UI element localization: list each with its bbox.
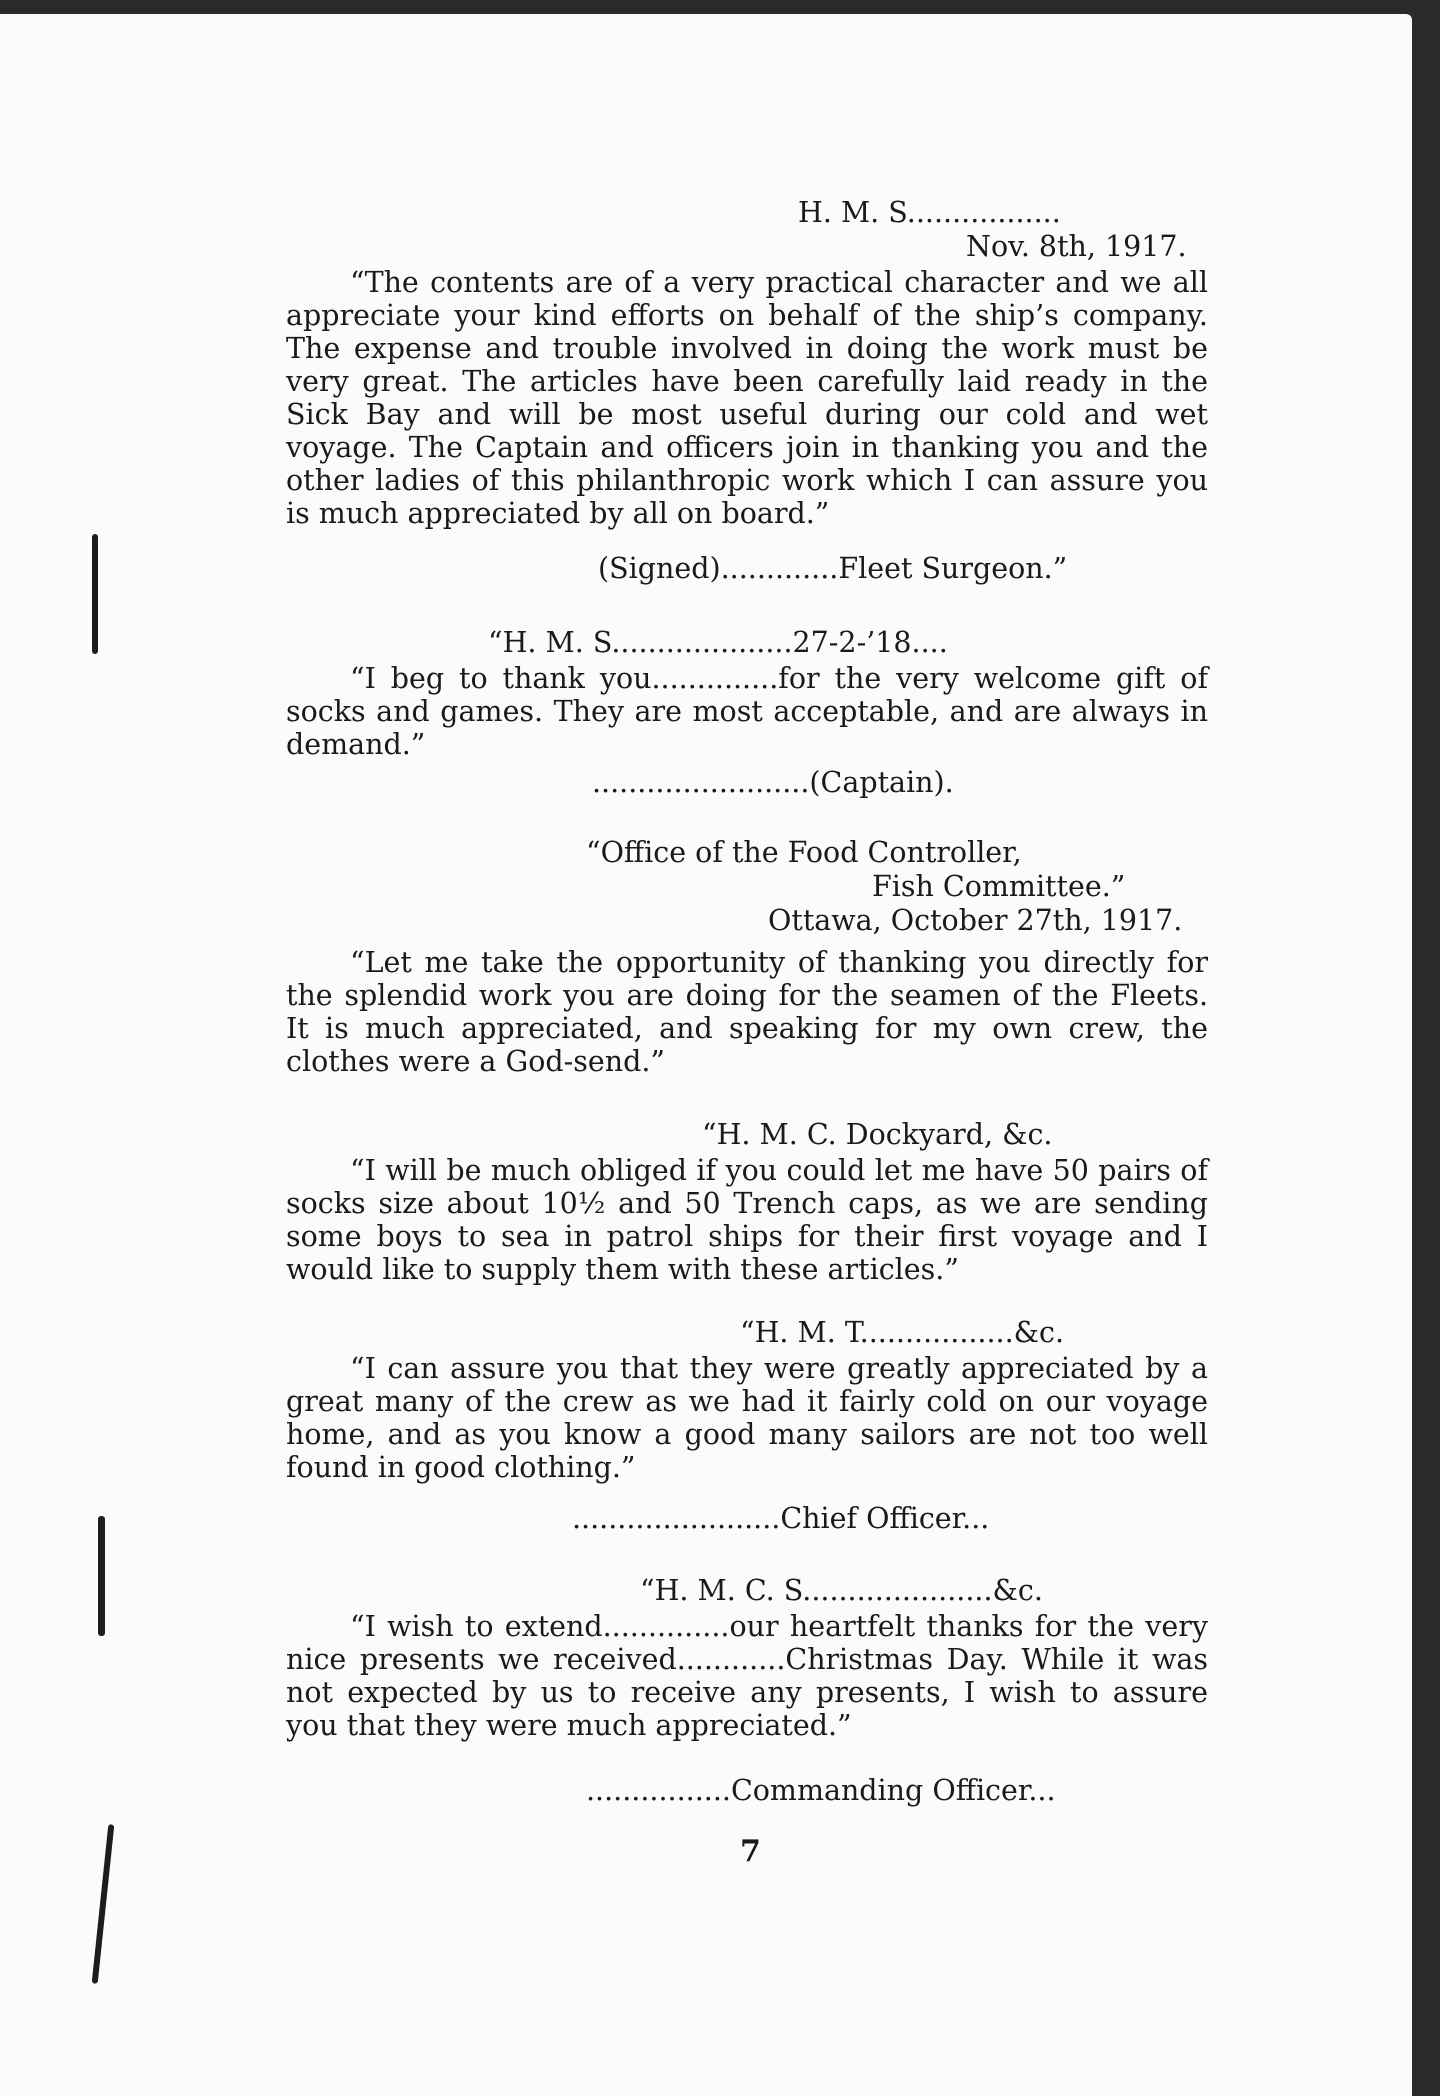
letter-signature: ........................(Captain). <box>592 766 954 799</box>
letter-heading: H. M. S................. <box>798 196 1061 229</box>
letter-heading: “H. M. C. S.....................&c. <box>640 1574 1043 1607</box>
letter-heading: “Office of the Food Controller, <box>586 836 1022 869</box>
letter-signature: ................Commanding Officer... <box>586 1774 1056 1807</box>
binding-mark <box>92 534 98 654</box>
binding-mark <box>98 1516 105 1636</box>
letter-signature: (Signed).............Fleet Surgeon.” <box>598 552 1068 585</box>
letter-date: Nov. 8th, 1917. <box>966 230 1187 263</box>
letter-body: “I wish to extend..............our heartfelt thanks for the very nice presents we received............Christmas Day. While it was not expected by us to receive any presents, I wish to assure you that they were much appreciated.” <box>286 1610 1208 1742</box>
letter-date: Ottawa, October 27th, 1917. <box>768 904 1183 937</box>
binding-mark <box>92 1824 115 1984</box>
letter-heading: Fish Committee.” <box>872 870 1126 903</box>
letter-signature: .......................Chief Officer... <box>572 1502 990 1535</box>
letter-heading: “H. M. C. Dockyard, &c. <box>702 1118 1053 1151</box>
letter-body: “I can assure you that they were greatly appreciated by a great many of the crew as we had it fairly cold on our voyage home, and as you know a good many sailors are not too well found in good clothing.” <box>286 1352 1208 1484</box>
letter-body: “The contents are of a very practical character and we all appreciate your kind efforts on behalf of the ship’s company. The expense and trouble involved in doing the work must be very great. The articles have been carefully laid ready in the Sick Bay and will be most useful during our cold and wet voyage. The Captain and officers join in thanking you and the other ladies of this philanthropic work which I can assure you is much appreciated by all on board.” <box>286 266 1208 530</box>
letter-heading: “H. M. T.................&c. <box>740 1316 1065 1349</box>
letter-body: “I beg to thank you..............for the very welcome gift of socks and games. They are most acceptable, and are always in demand.” <box>286 662 1208 761</box>
document-page <box>0 14 1412 2096</box>
letter-heading: “H. M. S....................27-2-’18.... <box>488 626 948 659</box>
letter-body: “I will be much obliged if you could let me have 50 pairs of socks size about 10½ and 50 Trench caps, as we are sending some boys to sea in patrol ships for their first voyage and I would like to supply them with these articles.” <box>286 1154 1208 1286</box>
page-number: 7 <box>740 1834 761 1869</box>
letter-body: “Let me take the opportunity of thanking you directly for the splendid work you are doing for the seamen of the Fleets. It is much appreciated, and speaking for my own crew, the clothes were a God-send.” <box>286 946 1208 1078</box>
